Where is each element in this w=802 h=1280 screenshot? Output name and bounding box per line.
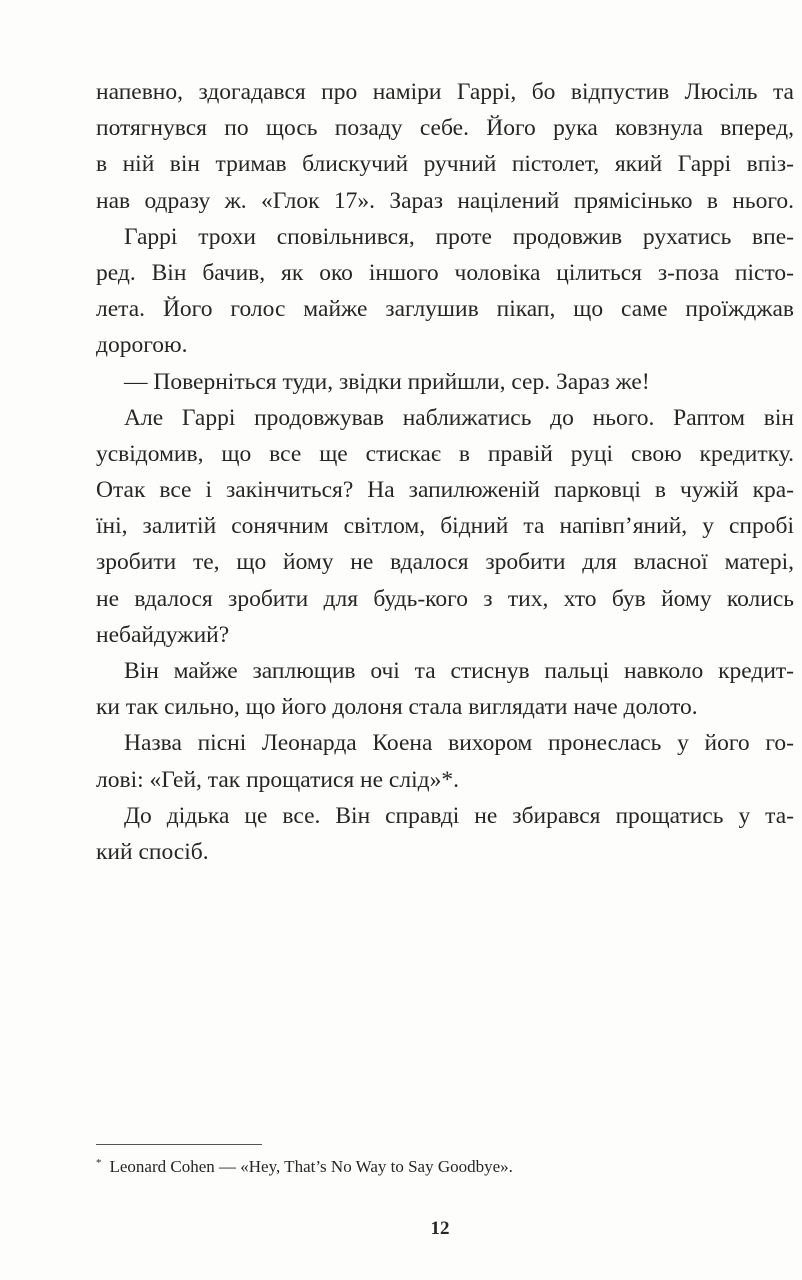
- text-line: Він майже заплющив очі та стиснув пальці навколо кредит-: [124, 658, 794, 684]
- text-line: ки так сильно, що його долоня стала виглядати наче долото.: [96, 694, 698, 721]
- page-number: 12: [430, 1218, 450, 1239]
- text-line: Гаррі трохи сповільнився, проте продовжив рухатись впе-: [124, 223, 794, 250]
- footnote-text: Leonard Cohen — «Hey, That’s No Way to Say Goodbye».: [109, 1157, 513, 1176]
- footnote-marker: *: [96, 1157, 102, 1169]
- text-line: Але Гаррі продовжував наближатись до нього. Раптом він: [124, 404, 794, 431]
- body-text: [96, 74, 794, 870]
- text-line: нав одразу ж. «Глок 17». Зараз націлений прямісінько в нього.: [96, 187, 794, 214]
- footnote-divider: [96, 1144, 262, 1145]
- text-line: лета. Його голос майже заглушив пікап, що саме проїжджав: [96, 296, 794, 323]
- text-line: дорогою.: [96, 332, 188, 359]
- text-line: усвідомив, що все ще стискає в правій руці свою кредитку.: [96, 440, 794, 467]
- text-line: Отак все і закінчиться? На запилюженій парковці в чужій кра-: [96, 477, 794, 504]
- footnote: [96, 1150, 513, 1180]
- text-line: ред. Він бачив, як око іншого чоловіка цілиться з-поза пісто-: [96, 259, 794, 286]
- text-line: — Поверніться туди, звідки прийшли, сер. Зараз же!: [124, 368, 650, 395]
- text-line: До дідька це все. Він справді не збирався прощатись у та-: [124, 802, 794, 829]
- text-line: Назва пісні Леонарда Коена вихором пронеслась у його го-: [124, 730, 794, 757]
- text-line: їні, залитій сонячним світлом, бідний та напівп’яний, у спробі: [96, 513, 794, 540]
- text-line: не вдалося зробити для будь-кого з тих, хто був йому колись: [96, 585, 794, 612]
- text-line: лові: «Гей, так прощатися не слід»*.: [96, 766, 459, 793]
- text-line: кий спосіб.: [96, 838, 209, 865]
- text-line: напевно, здогадався про наміри Гаррі, бо відпустив Люсіль та: [96, 79, 794, 105]
- text-line: небайдужий?: [96, 621, 230, 648]
- text-line: в ній він тримав блискучий ручний пістолет, який Гаррі впіз-: [96, 151, 794, 178]
- text-line: зробити те, що йому не вдалося зробити для власної матері,: [96, 549, 794, 576]
- text-line: потягнувся по щось позаду себе. Його рука ковзнула вперед,: [96, 115, 794, 142]
